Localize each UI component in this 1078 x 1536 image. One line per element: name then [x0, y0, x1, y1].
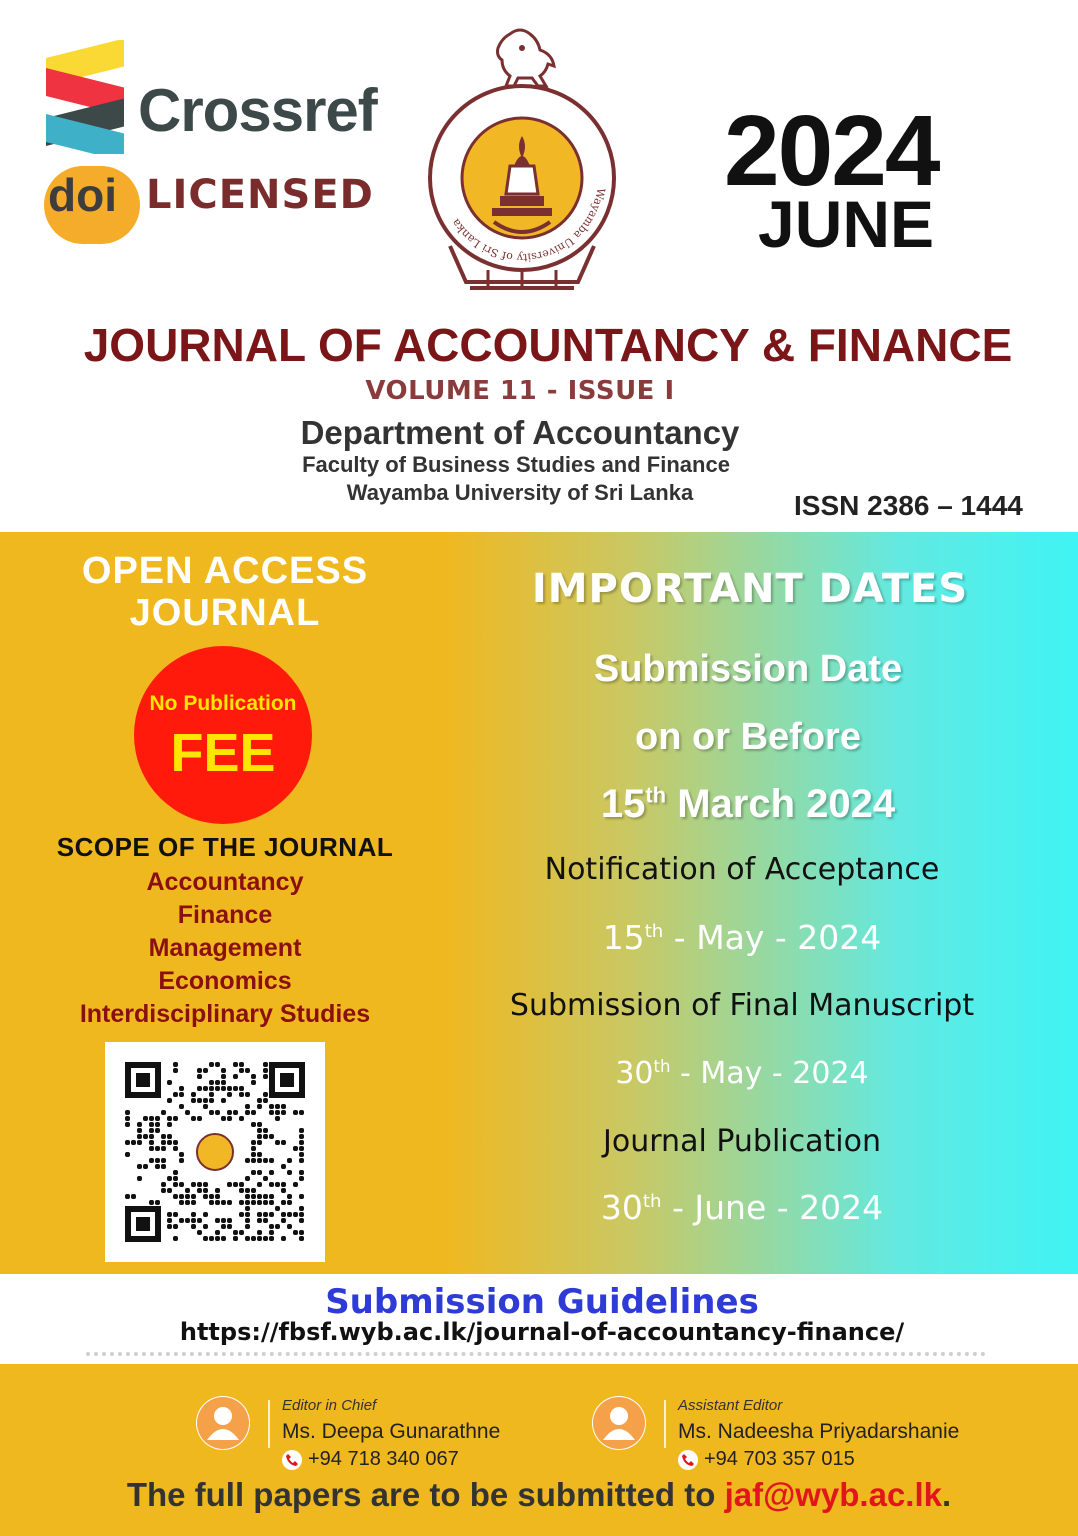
volume-issue: VOLUME 11 - ISSUE I [365, 376, 675, 406]
qr-code[interactable] [105, 1042, 325, 1262]
month-heading: JUNE [758, 187, 935, 261]
dates-panel-background [442, 532, 1078, 1274]
divider [664, 1400, 666, 1448]
crossref-logo-icon [46, 40, 126, 154]
submission-date-label: Submission Date [593, 648, 903, 690]
dotted-divider [86, 1352, 986, 1356]
final-manuscript-date: 30th - May - 2024 [615, 1056, 869, 1091]
person-icon [196, 1396, 250, 1450]
scope-list [20, 866, 430, 1031]
person-icon [592, 1396, 646, 1450]
submission-deadline: 15th March 2024 [600, 782, 896, 826]
final-manuscript-label: Submission of Final Manuscript [509, 988, 975, 1023]
licensed-text: LICENSED [146, 172, 374, 218]
scope-item: Management [148, 934, 302, 962]
phone-icon [282, 1450, 302, 1470]
important-dates-heading: IMPORTANT DATES [531, 566, 969, 612]
editor-avatar [196, 1396, 250, 1450]
scope-item: Finance [177, 901, 273, 929]
scope-heading: SCOPE OF THE JOURNAL [56, 832, 394, 862]
university-seal-icon [418, 26, 628, 308]
submission-date-qualifier: on or Before [635, 716, 861, 758]
open-access-heading: OPEN ACCESS JOURNAL [81, 550, 369, 634]
guidelines-link[interactable]: https://fbsf.wyb.ac.lk/journal-of-accountancy-finance/ [179, 1318, 905, 1346]
editor-name: Ms. Nadeesha Priyadarshanie [678, 1420, 960, 1443]
submission-email[interactable]: jaf@wyb.ac.lk [724, 1476, 942, 1513]
editor-phone[interactable]: +94 718 340 067 [308, 1448, 459, 1470]
scope-item: Economics [158, 967, 292, 995]
scope-item: Interdisciplinary Studies [79, 1000, 371, 1028]
doi-text: doi [48, 169, 117, 221]
svg-text:Wayamba University of Sri Lank: Wayamba University of Sri Lanka [449, 186, 608, 265]
editor-phone[interactable]: +94 703 357 015 [704, 1448, 855, 1470]
publication-label: Journal Publication [603, 1124, 881, 1159]
editor-avatar [592, 1396, 646, 1450]
crossref-wordmark: Crossref [138, 77, 377, 144]
editor-name: Ms. Deepa Gunarathne [282, 1420, 501, 1443]
editor-role: Assistant Editor [678, 1397, 783, 1414]
faculty-name: Faculty of Business Studies and Finance [302, 452, 730, 477]
publication-date: 30th - June - 2024 [600, 1188, 884, 1227]
journal-title: JOURNAL OF ACCOUNTANCY & FINANCE [83, 319, 1013, 371]
department-name: Department of Accountancy [300, 414, 740, 451]
acceptance-date: 15th - May - 2024 [602, 918, 882, 957]
submission-instruction: The full papers are to be submitted to jaf@wyb.ac.lk. [126, 1476, 952, 1513]
year-heading: 2024 [724, 95, 939, 207]
divider [268, 1400, 270, 1448]
guidelines-heading: Submission Guidelines [325, 1282, 759, 1322]
no-fee-label: No Publication [149, 692, 297, 715]
qr-code-icon [105, 1042, 325, 1262]
scope-item: Accountancy [146, 868, 304, 896]
issn-number: ISSN 2386 – 1444 [794, 490, 1023, 521]
acceptance-label: Notification of Acceptance [544, 852, 940, 887]
university-name: Wayamba University of Sri Lanka [346, 480, 694, 505]
editor-role: Editor in Chief [282, 1397, 377, 1414]
phone-icon [678, 1450, 698, 1470]
fee-label: FEE [170, 723, 276, 783]
